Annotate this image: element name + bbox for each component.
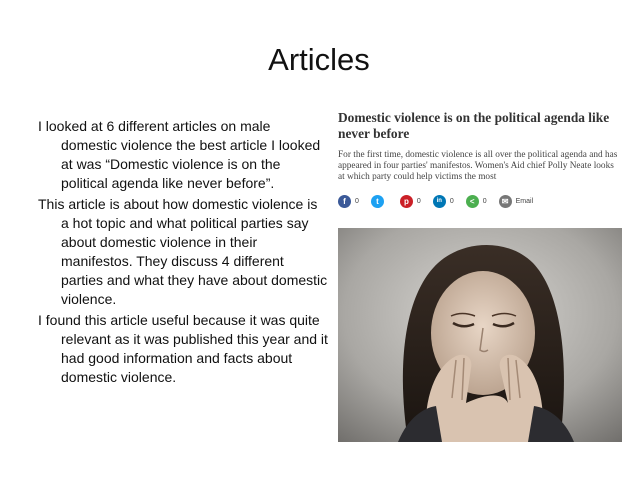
share-twitter[interactable]: [371, 195, 388, 208]
article-headline: Domestic violence is on the political agenda like never before: [338, 110, 610, 141]
body-text: [38, 117, 328, 389]
pinterest-icon[interactable]: p: [400, 195, 413, 208]
share-linkedin[interactable]: [433, 195, 454, 208]
paragraph-2: This article is about how domestic violence is a hot topic and what political parties say about domestic violence in their manifestos. They discuss 4 different parties and what they have about domestic violence.: [38, 196, 328, 307]
paragraph-1: I looked at 6 different articles on male domestic violence the best article I looked at was “Domestic violence is on the political agenda like never before”.: [38, 118, 321, 191]
paragraph-3: I found this article useful because it was quite relevant as it was published this year and it had good information and facts about domestic violence.: [38, 312, 328, 385]
linkedin-icon[interactable]: in: [433, 195, 446, 208]
article-standfirst: For the first time, domestic violence is all over the political agenda and has appeared in four parties' manifestos. Women's Aid chief Polly Neate looks at which party could help victims the most: [338, 150, 618, 182]
share-count: 0: [416, 197, 421, 205]
share-pinterest[interactable]: [400, 195, 421, 208]
share-bar: [338, 193, 622, 209]
share-facebook[interactable]: [338, 195, 359, 208]
share-generic[interactable]: [466, 195, 487, 208]
share-icon[interactable]: <: [466, 195, 479, 208]
slide-title: Articles: [268, 42, 370, 77]
twitter-icon[interactable]: t: [371, 195, 384, 208]
email-label: Email: [515, 197, 534, 205]
article-screenshot: [338, 106, 622, 442]
share-count: 0: [449, 197, 454, 205]
distressed-woman-photo: [338, 228, 622, 442]
share-count: 0: [355, 197, 359, 205]
facebook-icon[interactable]: f: [338, 195, 351, 208]
share-count: 0: [482, 197, 487, 205]
share-email[interactable]: [499, 195, 534, 208]
email-icon[interactable]: ✉: [499, 195, 512, 208]
article-photo: [338, 228, 622, 442]
